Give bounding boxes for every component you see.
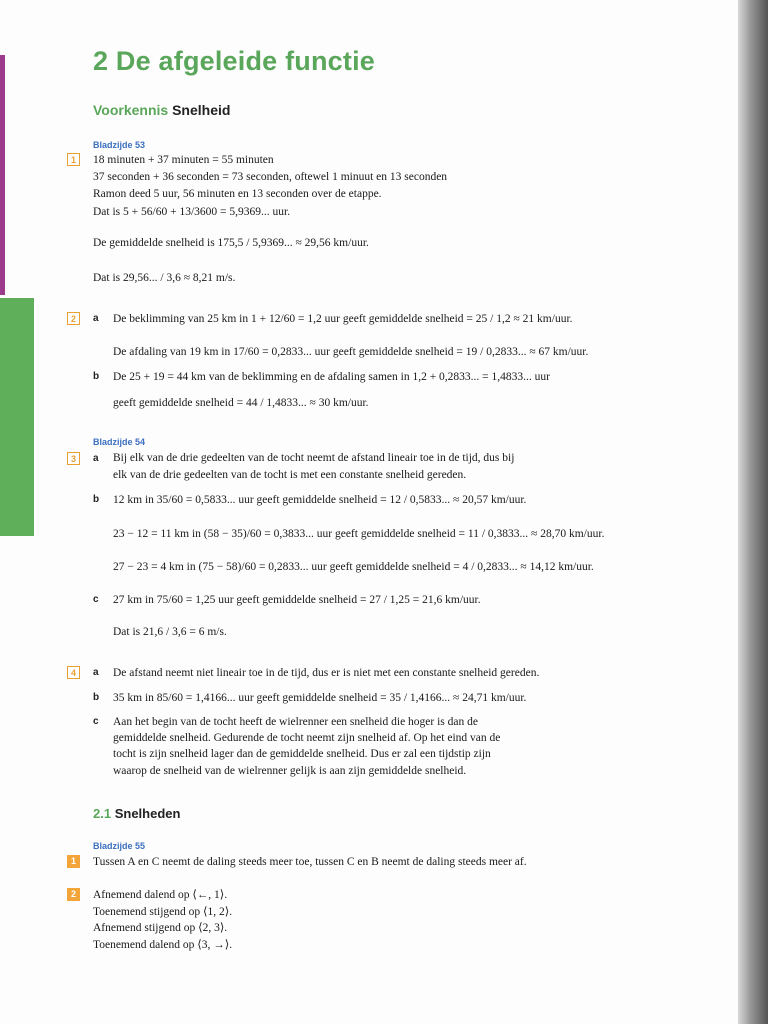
ex6-line-1: Afnemend dalend op ⟨←, 1⟩. [93,889,228,901]
ex3-line-4: 23 − 12 = 11 km in (58 − 35)/60 = 0,3833... uur geeft gemiddelde snelheid = 11 / 0,3833... ≈ 28,70 km/uur. [113,528,605,540]
exercise-badge-4: 4 [67,666,80,679]
ex3-line-7: Dat is 21,6 / 3,6 = 6 m/s. [113,626,227,638]
ex4-line-2: 35 km in 85/60 = 1,4166... uur geeft gemiddelde snelheid = 35 / 1,4166... ≈ 24,71 km/uur. [113,692,527,704]
page-edge [738,0,768,1024]
part-letter-c: c [93,594,99,605]
ex3-line-3: 12 km in 35/60 = 0,5833... uur geeft gemiddelde snelheid = 12 / 0,5833... ≈ 20,57 km/uur. [113,494,527,506]
subtitle-part2: Snelheid [172,102,231,118]
page-label-54: Bladzijde 54 [93,437,146,447]
exercise-badge-6: 2 [67,888,80,901]
part-letter-a: a [93,667,99,678]
chapter-title: 2 De afgeleide functie [93,46,375,76]
ex3-line-2: elk van de drie gedeelten van de tocht is met een constante snelheid gereden. [113,469,467,481]
subtitle-part1: Voorkennis [93,102,169,118]
ex3-line-6: 27 km in 75/60 = 1,25 uur geeft gemiddelde snelheid = 27 / 1,25 = 21,6 km/uur. [113,594,481,606]
ex1-line-2: 37 seconden + 36 seconden = 73 seconden, oftewel 1 minuut en 13 seconden [93,171,448,183]
ex2-line-2: De afdaling van 19 km in 17/60 = 0,2833... uur geeft gemiddelde snelheid = 19 / 0,2833... ≈ 67 km/uur. [113,346,589,358]
exercise-badge-5: 1 [67,855,80,868]
exercise-badge-2: 2 [67,312,80,325]
ex2-line-4: geeft gemiddelde snelheid = 44 / 1,4833... ≈ 30 km/uur. [113,397,369,409]
ex2-line-1: De beklimming van 25 km in 1 + 12/60 = 1,2 uur geeft gemiddelde snelheid = 25 / 1,2 ≈ 21 km/uur. [113,313,573,325]
ex4-line-4: gemiddelde snelheid. Gedurende de tocht neemt zijn snelheid af. Op het eind van de [113,732,501,744]
ex4-line-1: De afstand neemt niet lineair toe in de tijd, dus er is niet met een constante snelheid gereden. [113,667,540,679]
ex3-line-5: 27 − 23 = 4 km in (75 − 58)/60 = 0,2833... uur geeft gemiddelde snelheid = 4 / 0,2833... ≈ 14,12 km/uur. [113,561,594,573]
green-side-tab [0,298,34,536]
ex4-line-5: tocht is zijn snelheid lager dan de gemiddelde snelheid. Dus er zal een tijdstip zijn [113,748,491,760]
ex6-line-4: Toenemend dalend op ⟨3, →⟩. [93,939,233,951]
exercise-badge-1: 1 [67,153,80,166]
ex1-line-6: Dat is 29,56... / 3,6 ≈ 8,21 m/s. [93,272,236,284]
part-letter-b: b [93,371,100,382]
ex1-line-4: Dat is 5 + 56/60 + 13/3600 = 5,9369... uur. [93,206,291,218]
ex4-line-3: Aan het begin van de tocht heeft de wielrenner een snelheid die hoger is dan de [113,716,478,728]
part-letter-b: b [93,494,100,505]
ex3-line-1: Bij elk van de drie gedeelten van de tocht neemt de afstand lineair toe in de tijd, dus bij [113,452,515,464]
ex6-line-3: Afnemend stijgend op ⟨2, 3⟩. [93,922,228,934]
purple-side-tab [0,55,5,295]
ex1-line-5: De gemiddelde snelheid is 175,5 / 5,9369... ≈ 29,56 km/uur. [93,237,369,249]
ex6-line-2: Toenemend stijgend op ⟨1, 2⟩. [93,906,233,918]
page-label-55: Bladzijde 55 [93,841,146,851]
part-letter-c: c [93,716,99,727]
ex1-line-3: Ramon deed 5 uur, 56 minuten en 13 seconden over de etappe. [93,188,382,200]
page-label-53: Bladzijde 53 [93,140,146,150]
section-heading [93,806,180,821]
section-number: 2.1 [93,806,112,821]
exercise-badge-3: 3 [67,452,80,465]
ex4-line-6: waarop de snelheid van de wielrenner gelijk is aan zijn gemiddelde snelheid. [113,765,467,777]
part-letter-a: a [93,313,99,324]
ex5-line-1: Tussen A en C neemt de daling steeds meer toe, tussen C en B neemt de daling steeds meer af. [93,856,527,868]
ex2-line-3: De 25 + 19 = 44 km van de beklimming en de afdaling samen in 1,2 + 0,2833... = 1,4833... uur [113,371,550,383]
section-label: Snelheden [114,806,181,821]
part-letter-b: b [93,692,100,703]
part-letter-a: a [93,453,99,464]
subsection-title [93,102,230,118]
ex1-line-1: 18 minuten + 37 minuten = 55 minuten [93,154,274,166]
